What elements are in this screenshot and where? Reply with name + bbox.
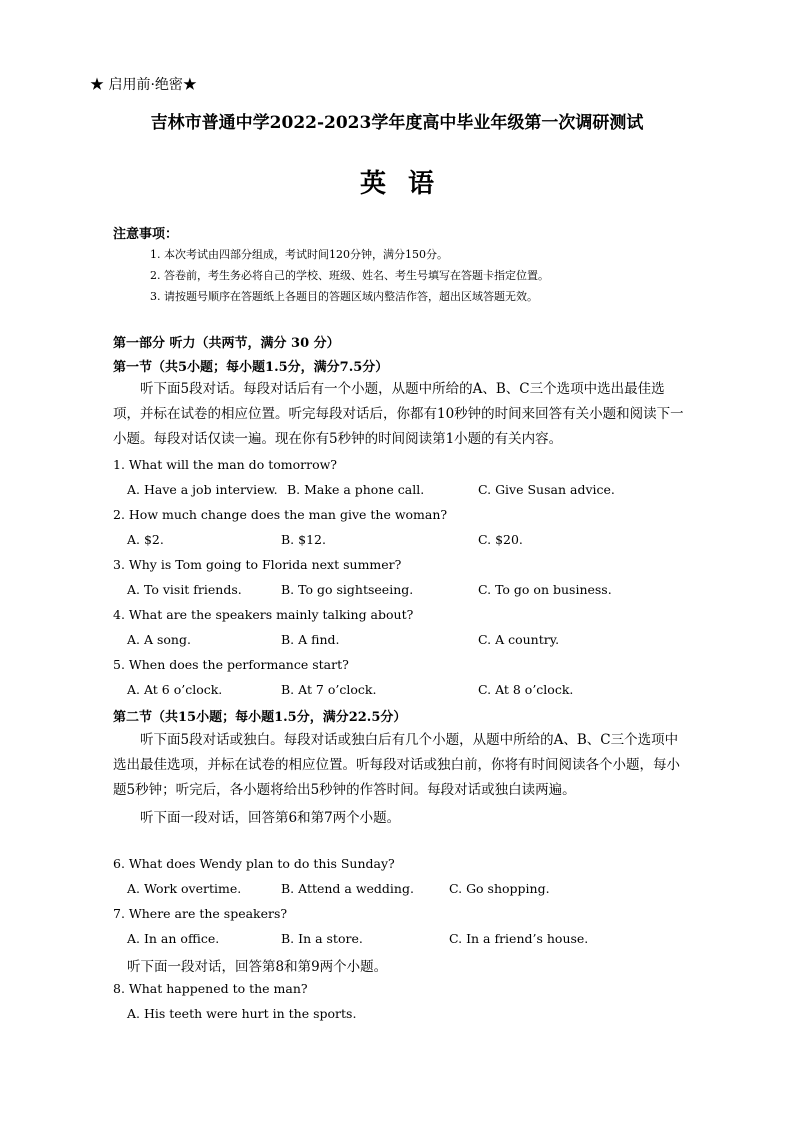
option-b: B. At 7 o’clock. <box>281 682 377 697</box>
notice-heading: 注意事项： <box>113 227 179 242</box>
question-5: 5. When does the performance start? <box>113 657 349 672</box>
part1-heading: 第一部分 听力（共两节，满分 30 分） <box>113 336 340 351</box>
option-a: A. Have a job interview. <box>127 482 278 497</box>
option-b: B. In a store. <box>281 931 363 946</box>
question-6: 6. What does Wendy plan to do this Sunday? <box>113 856 395 871</box>
question-1: 1. What will the man do tomorrow? <box>113 457 337 472</box>
option-c: C. To go on business. <box>478 582 612 597</box>
option-b: B. To go sightseeing. <box>281 582 414 597</box>
question-2: 2. How much change does the man give the woman? <box>113 507 448 522</box>
option-c: C. In a friend’s house. <box>449 931 589 946</box>
option-c: C. At 8 o’clock. <box>478 682 574 697</box>
option-b: B. Make a phone call. <box>287 482 425 497</box>
option-c: C. Go shopping. <box>449 881 550 896</box>
listen-instruction-8-9: 听下面一段对话，回答第8和第9两个小题。 <box>127 959 388 975</box>
option-a: A. In an office. <box>127 931 220 946</box>
option-a: A. Work overtime. <box>127 881 242 896</box>
option-b: B. Attend a wedding. <box>281 881 414 896</box>
option-a: A. $2. <box>127 532 164 547</box>
option-c: C. A country. <box>478 632 560 647</box>
question-3: 3. Why is Tom going to Florida next summer? <box>113 557 402 572</box>
notice-item: 2. 答卷前，考生务必将自己的学校、班级、姓名、考生号填写在答题卡指定位置。 <box>150 269 549 282</box>
option-a: A. A song. <box>127 632 191 647</box>
question-4: 4. What are the speakers mainly talking about? <box>113 607 414 622</box>
section2-instructions-text: 听下面5段对话或独白。每段对话或独白后有几个小题，从题中所给的A、B、C三个选项中选出最佳选项，并标在试卷的相应位置。听每段对话或独白前，你将有时间阅读各个小题，每小题5秒钟；听完后，各小题将给出5秒钟的作答时间。每段对话或独白读两遍。 <box>113 732 680 798</box>
question-8: 8. What happened to the man? <box>113 981 308 996</box>
option-b: B. A find. <box>281 632 340 647</box>
option-c: C. Give Susan advice. <box>478 482 615 497</box>
option-b: B. $12. <box>281 532 326 547</box>
section2-instructions <box>113 728 685 803</box>
notice-item: 3. 请按题号顺序在答题纸上各题目的答题区域内整洁作答，超出区域答题无效。 <box>150 290 538 303</box>
section1-instructions <box>113 377 685 452</box>
listen-instruction-6-7: 听下面一段对话，回答第6和第7两个小题。 <box>140 810 401 826</box>
notice-item: 1. 本次考试由四部分组成，考试时间120分钟，满分150分。 <box>150 248 448 261</box>
option-a: A. At 6 o’clock. <box>127 682 223 697</box>
option-a: A. To visit friends. <box>127 582 242 597</box>
section1-heading: 第一节（共5小题；每小题1.5分，满分7.5分） <box>113 360 389 375</box>
confidential-mark: ★ 启用前·绝密★ <box>90 77 197 93</box>
question-7: 7. Where are the speakers? <box>113 906 288 921</box>
option-a: A. His teeth were hurt in the sports. <box>127 1006 357 1021</box>
section1-instructions-text: 听下面5段对话。每段对话后有一个小题，从题中所给的A、B、C三个选项中选出最佳选项，并标在试卷的相应位置。听完每段对话后，你都有10秒钟的时间来回答有关小题和阅读下一小题。每段对话仅读一遍。现在你有5秒钟的时间阅读第1小题的有关内容。 <box>113 381 684 447</box>
subject-title: 英语 <box>359 169 456 199</box>
section2-heading: 第二节（共15小题；每小题1.5分，满分22.5分） <box>113 710 407 725</box>
exam-title: 吉林市普通中学2022-2023学年度高中毕业年级第一次调研测试 <box>150 113 644 133</box>
option-c: C. $20. <box>478 532 523 547</box>
